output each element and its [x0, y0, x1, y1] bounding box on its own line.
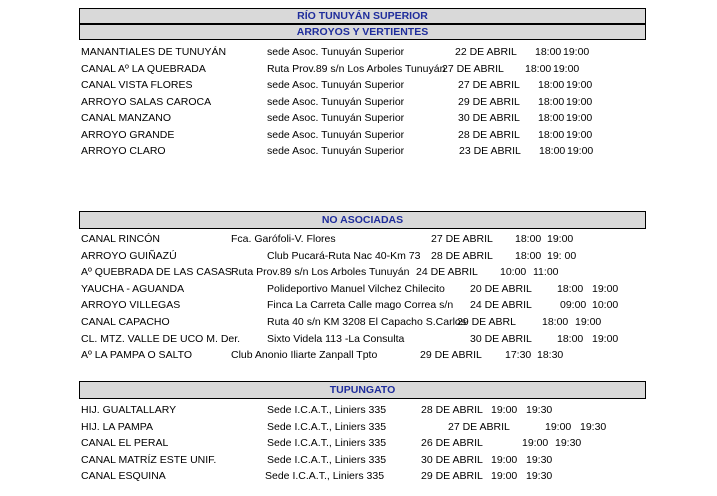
- row-time-2: 18:30: [537, 349, 564, 362]
- row-time-1: 18:00: [538, 79, 565, 91]
- section-title-tupungato: TUPUNGATO: [79, 381, 646, 399]
- row-time-2: 19:00: [592, 332, 619, 345]
- row-date: 29 DE ABRIL: [458, 95, 520, 108]
- table-row: [0, 468, 717, 484]
- row-place: Sede I.C.A.T., Liniers 335: [267, 420, 387, 433]
- row-time-1: 18:00: [557, 282, 584, 295]
- row-time-1: 17:30: [505, 349, 532, 362]
- row-time-2: 19:30: [555, 437, 582, 449]
- row-place: Sede I.C.A.T., Liniers 335: [267, 404, 387, 416]
- row-place: Sede I.C.A.T., Liniers 335: [267, 453, 387, 466]
- row-time-1: 18:00: [538, 128, 565, 141]
- row-name: HIJ. GUALTALLARY: [81, 404, 177, 416]
- row-name: MANANTIALES DE TUNUYÁN: [81, 46, 227, 58]
- table-row: [0, 77, 717, 93]
- row-time-2: 19:00: [575, 316, 602, 328]
- row-name: ARROYO VILLEGAS: [81, 299, 181, 312]
- row-place: Polideportivo Manuel Vilchez Chilecito: [267, 282, 445, 295]
- table-row: [0, 110, 717, 126]
- row-time-2: 19:30: [526, 470, 553, 482]
- row-date: 29 DE ABRL: [457, 316, 516, 328]
- row-date: 27 DE ABRIL: [458, 79, 520, 91]
- row-date: 28 DE ABRIL: [431, 249, 493, 262]
- row-time-2: 19:00: [566, 95, 593, 108]
- table-row: [0, 143, 717, 159]
- row-time-2: 19:00: [566, 128, 593, 141]
- row-name: CANAL ESQUINA: [81, 470, 166, 482]
- table-row: [0, 248, 717, 264]
- row-time-1: 09:00: [560, 299, 587, 312]
- row-place: sede Asoc. Tunuyán Superior: [267, 128, 405, 141]
- row-time-1: 19:00: [491, 470, 518, 482]
- row-name: CL. MTZ. VALLE DE UCO M. Der.: [81, 332, 241, 345]
- row-time-1: 18:00: [525, 62, 552, 75]
- row-time-1: 18:00: [539, 145, 566, 157]
- row-date: 24 DE ABRIL: [470, 299, 532, 312]
- table-row: [0, 281, 717, 297]
- row-date: 30 DE ABRIL: [470, 332, 532, 345]
- row-place: Fca. Garófoli-V. Flores: [231, 233, 336, 245]
- row-name: CANAL MANZANO: [81, 112, 172, 124]
- row-time-2: 19:00: [547, 233, 574, 245]
- section-title-no-asociadas: NO ASOCIADAS: [79, 211, 646, 229]
- table-row: [0, 314, 717, 330]
- table-row: [0, 44, 717, 60]
- row-date: 27 DE ABRIL: [448, 420, 510, 433]
- row-time-1: 18:00: [515, 249, 542, 262]
- row-place: sede Asoc. Tunuyán Superior: [267, 145, 405, 157]
- table-row: [0, 264, 717, 280]
- row-place: Club Anonio Iliarte Zanpall Tpto: [231, 349, 378, 362]
- row-name: CANAL CAPACHO: [81, 316, 170, 328]
- row-time-2: 19:00: [567, 145, 594, 157]
- row-date: 29 DE ABRIL: [420, 349, 482, 362]
- table-row: [0, 297, 717, 313]
- row-date: 26 DE ABRIL: [421, 437, 483, 449]
- row-place: sede Asoc. Tunuyán Superior: [267, 46, 405, 58]
- row-time-2: 19:00: [563, 46, 590, 58]
- row-time-2: 19:00: [566, 112, 593, 124]
- row-date: 28 DE ABRIL: [421, 404, 483, 416]
- row-time-1: 18:00: [538, 95, 565, 108]
- row-place: sede Asoc. Tunuyán Superior: [267, 95, 405, 108]
- row-place: Sede I.C.A.T., Liniers 335: [265, 470, 385, 482]
- row-time-1: 18:00: [538, 112, 565, 124]
- row-name: ARROYO GUIÑAZÚ: [81, 249, 177, 262]
- table-row: [0, 402, 717, 418]
- table-row: [0, 61, 717, 77]
- row-date: 27 DE ABRIL: [431, 233, 493, 245]
- row-date: 22 DE ABRIL: [455, 46, 517, 58]
- row-time-2: 19:00: [592, 282, 619, 295]
- row-place: Sixto Videla 113 -La Consulta: [267, 332, 405, 345]
- row-name: CANAL Aº LA QUEBRADA: [81, 62, 206, 75]
- table-row: [0, 419, 717, 435]
- row-time-1: 18:00: [515, 233, 542, 245]
- row-date: 30 DE ABRIL: [458, 112, 520, 124]
- row-date: 28 DE ABRIL: [458, 128, 520, 141]
- row-date: 30 DE ABRIL: [421, 453, 483, 466]
- row-time-1: 19:00: [522, 437, 549, 449]
- row-time-1: 19:00: [491, 453, 518, 466]
- row-time-2: 19:30: [526, 404, 553, 416]
- row-date: 27 DE ABRIL: [442, 62, 504, 75]
- table-row: [0, 435, 717, 451]
- row-name: CANAL EL PERAL: [81, 437, 169, 449]
- row-time-1: 18:00: [557, 332, 584, 345]
- row-name: CANAL RINCÓN: [81, 233, 160, 245]
- row-place: sede Asoc. Tunuyán Superior: [267, 112, 405, 124]
- row-time-1: 19:00: [491, 404, 518, 416]
- row-time-2: 11:00: [533, 266, 559, 279]
- table-row: [0, 231, 717, 247]
- row-place: Ruta Prov.89 s/n Los Arboles Tunuyán: [267, 62, 446, 75]
- table-row: [0, 331, 717, 347]
- table-row: [0, 347, 717, 363]
- section-title-rio-tunuyan-superior: RÍO TUNUYÁN SUPERIOR: [79, 8, 646, 24]
- row-place: Finca La Carreta Calle mago Correa s/n: [267, 299, 454, 312]
- section-subtitle-arroyos-vertientes: ARROYOS Y VERTIENTES: [79, 24, 646, 40]
- row-name: CANAL MATRÍZ ESTE UNIF.: [81, 453, 217, 466]
- row-place: Ruta Prov.89 s/n Los Arboles Tunuyán: [231, 266, 410, 279]
- row-time-2: 19:30: [526, 453, 553, 466]
- row-place: sede Asoc. Tunuyán Superior: [267, 79, 405, 91]
- row-place: Sede I.C.A.T., Liniers 335: [267, 437, 387, 449]
- row-time-1: 10:00: [500, 266, 527, 279]
- row-time-1: 18:00: [542, 316, 569, 328]
- row-name: Aº QUEBRADA DE LAS CASAS: [81, 266, 232, 279]
- row-time-2: 19:30: [580, 420, 607, 433]
- row-name: ARROYO GRANDE: [81, 128, 175, 141]
- row-name: YAUCHA - AGUANDA: [81, 282, 185, 295]
- table-row: [0, 94, 717, 110]
- row-date: 20 DE ABRIL: [470, 282, 532, 295]
- row-name: HIJ. LA PAMPA: [81, 420, 153, 433]
- table-row: [0, 452, 717, 468]
- row-date: 29 DE ABRIL: [421, 470, 483, 482]
- row-time-1: 18:00: [535, 46, 562, 58]
- row-time-2: 19:00: [566, 79, 593, 91]
- row-name: Aº LA PAMPA O SALTO: [81, 349, 193, 362]
- row-date: 24 DE ABRIL: [416, 266, 478, 279]
- row-name: ARROYO CLARO: [81, 145, 166, 157]
- row-place: Club Pucará-Ruta Nac 40-Km 73: [267, 249, 421, 262]
- row-time-1: 19:00: [545, 420, 572, 433]
- row-name: CANAL VISTA FLORES: [81, 79, 193, 91]
- row-time-2: 10:00: [592, 299, 619, 312]
- row-place: Ruta 40 s/n KM 3208 El Capacho S.Carlos: [267, 316, 467, 328]
- row-name: ARROYO SALAS CAROCA: [81, 95, 212, 108]
- row-time-2: 19: 00: [547, 249, 577, 262]
- row-date: 23 DE ABRIL: [459, 145, 521, 157]
- table-row: [0, 127, 717, 143]
- row-time-2: 19:00: [553, 62, 580, 75]
